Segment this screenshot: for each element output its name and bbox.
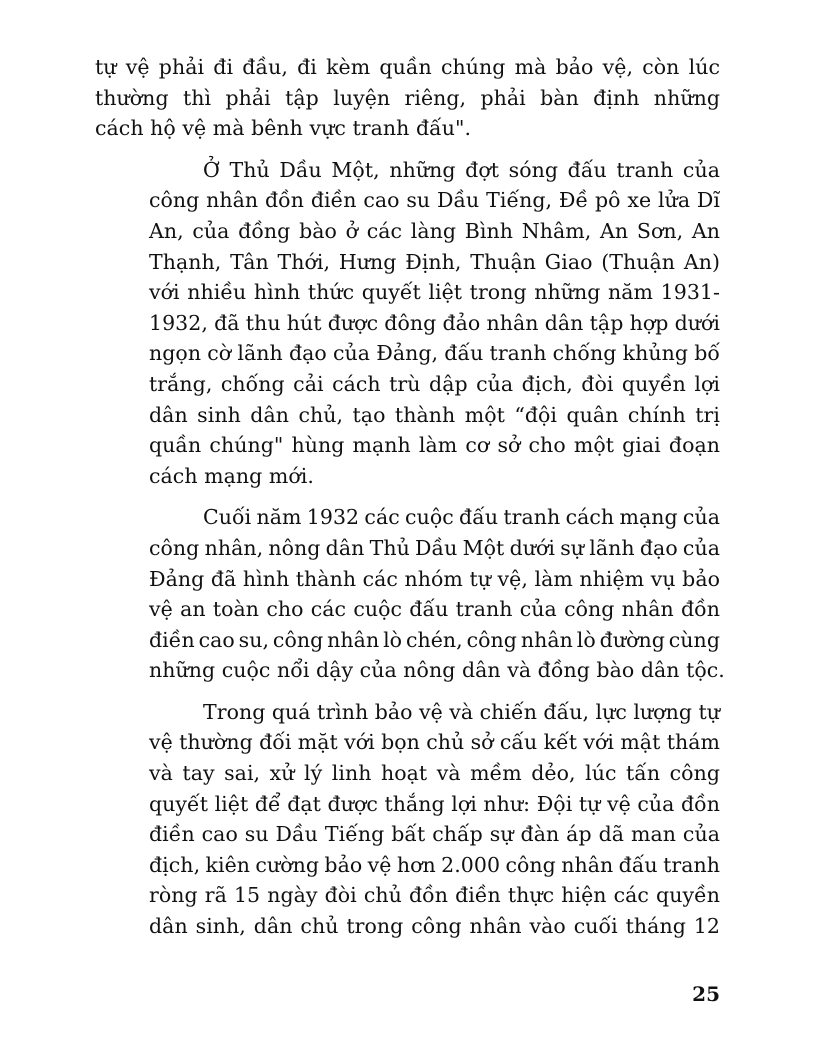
text-line: Thạnh, Tân Thới, Hưng Định, Thuận Giao (Thuận An) bbox=[149, 249, 720, 274]
text-line: điền cao su Dầu Tiếng bất chấp sự đàn áp dã man của bbox=[149, 822, 720, 847]
text-line: trắng, chống cải cách trù dập của địch, đòi quyền lợi bbox=[149, 371, 720, 396]
text-line: những cuộc nổi dậy của nông dân và đồng bào dân tộc. bbox=[149, 658, 725, 683]
text-line: vệ thường đối mặt với bọn chủ sở cấu kết với mật thám bbox=[149, 730, 720, 755]
text-line: và tay sai, xử lý linh hoạt và mềm dẻo, lúc tấn công bbox=[149, 761, 720, 786]
text-line: điền cao su, công nhân lò chén, công nhân lò đường cùng bbox=[149, 627, 720, 652]
paragraph-4 bbox=[95, 697, 720, 942]
text-line: Trong quá trình bảo vệ và chiến đấu, lực lượng tự bbox=[203, 699, 720, 724]
text-line: công nhân, nông dân Thủ Dầu Một dưới sự lãnh đạo của bbox=[149, 535, 720, 560]
text-line: công nhân đồn điền cao su Dầu Tiếng, Đề pô xe lửa Dĩ bbox=[149, 188, 720, 213]
text-line: thường thì phải tập luyện riêng, phải bàn định những bbox=[95, 85, 720, 110]
text-line: 1932, đã thu hút được đông đảo nhân dân tập hợp dưới bbox=[149, 310, 720, 335]
text-line: cách hộ vệ mà bênh vực tranh đấu". bbox=[95, 116, 472, 141]
text-line: với nhiều hình thức quyết liệt trong những năm 1931- bbox=[149, 280, 720, 305]
paragraph-2 bbox=[95, 155, 720, 492]
text-line: ngọn cờ lãnh đạo của Đảng, đấu tranh chống khủng bố bbox=[149, 341, 720, 366]
text-line: tự vệ phải đi đầu, đi kèm quần chúng mà bảo vệ, còn lúc bbox=[95, 55, 720, 79]
text-line: dân sinh, dân chủ trong công nhân vào cuối tháng 12 bbox=[149, 914, 720, 939]
paragraph-1 bbox=[95, 52, 720, 144]
text-line: vệ an toàn cho các cuộc đấu tranh của công nhân đồn bbox=[149, 597, 720, 622]
paragraph-3 bbox=[95, 502, 725, 686]
page-body bbox=[95, 52, 725, 953]
text-line: Đảng đã hình thành các nhóm tự vệ, làm nhiệm vụ bảo bbox=[149, 566, 720, 591]
text-line: An, của đồng bào ở các làng Bình Nhâm, An Sơn, An bbox=[149, 218, 720, 243]
text-line: ròng rã 15 ngày đòi chủ đồn điền thực hiện các quyền bbox=[149, 883, 720, 908]
text-line: dân sinh dân chủ, tạo thành một “đội quân chính trị bbox=[149, 402, 720, 427]
page-number: 25 bbox=[692, 982, 720, 1006]
text-line: Ở Thủ Dầu Một, những đợt sóng đấu tranh của bbox=[203, 157, 720, 182]
text-line: quyết liệt để đạt được thắng lợi như: Đội tự vệ của đồn bbox=[149, 791, 720, 816]
text-line: địch, kiên cường bảo vệ hơn 2.000 công nhân đấu tranh bbox=[149, 852, 720, 877]
text-line: quần chúng" hùng mạnh làm cơ sở cho một giai đoạn bbox=[149, 433, 720, 458]
text-line: Cuối năm 1932 các cuộc đấu tranh cách mạng của bbox=[203, 505, 720, 530]
text-line: cách mạng mới. bbox=[149, 463, 314, 488]
